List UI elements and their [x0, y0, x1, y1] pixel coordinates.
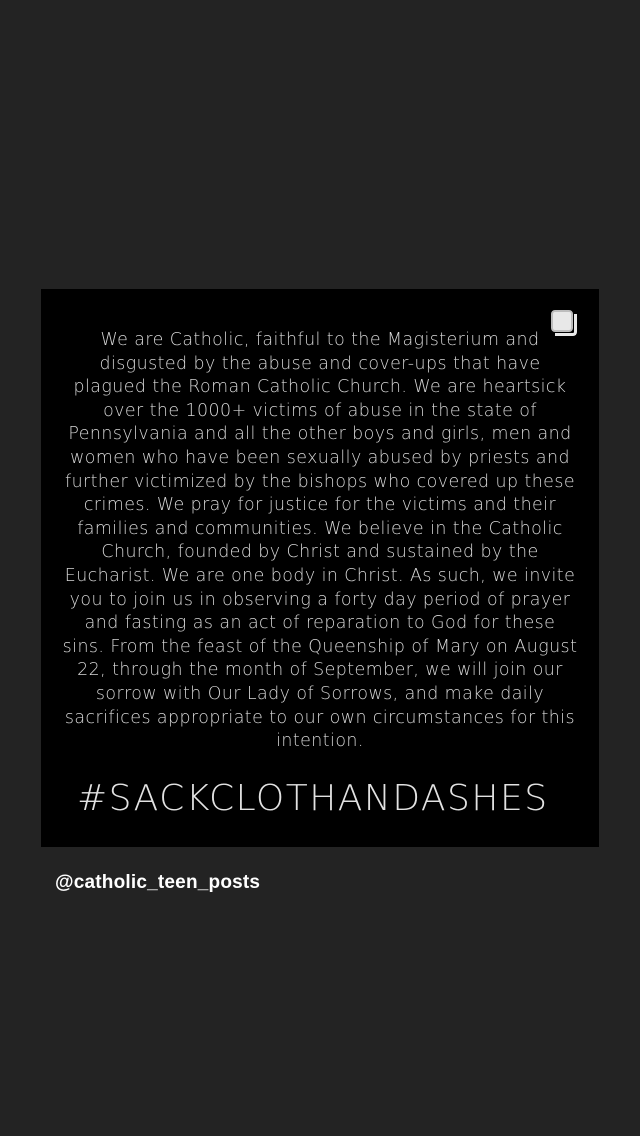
post-body-text: We are Catholic, faithful to the Magisterium and disgusted by the abuse and cover-ups that have plagued the Roman Catholic Church. We are heartsick over the 1000+ victims of abuse in the state of Pennsylvania and all the other boys and girls, men and women who have been sexually abused by priests and further victimized by the bishops who covered up these crimes. We pray for justice for the victims and their families and communities. We believe in the Catholic Church, founded by Christ and sustained by the Eucharist. We are one body in Christ. As such, we invite you to join us in observing a forty day period of prayer and fasting as an act of reparation to God for these sins. From the feast of the Queenship of Mary on August 22, through the month of September, we will join our sorrow with Our Lady of Sorrows, and make daily sacrifices appropriate to our own circumstances for this intention.	[62, 330, 578, 752]
shared-post-card[interactable]	[41, 289, 599, 847]
post-hashtag: #SACKCLOTHANDASHES	[77, 778, 549, 819]
post-username[interactable]: @catholic_teen_posts	[55, 872, 261, 893]
